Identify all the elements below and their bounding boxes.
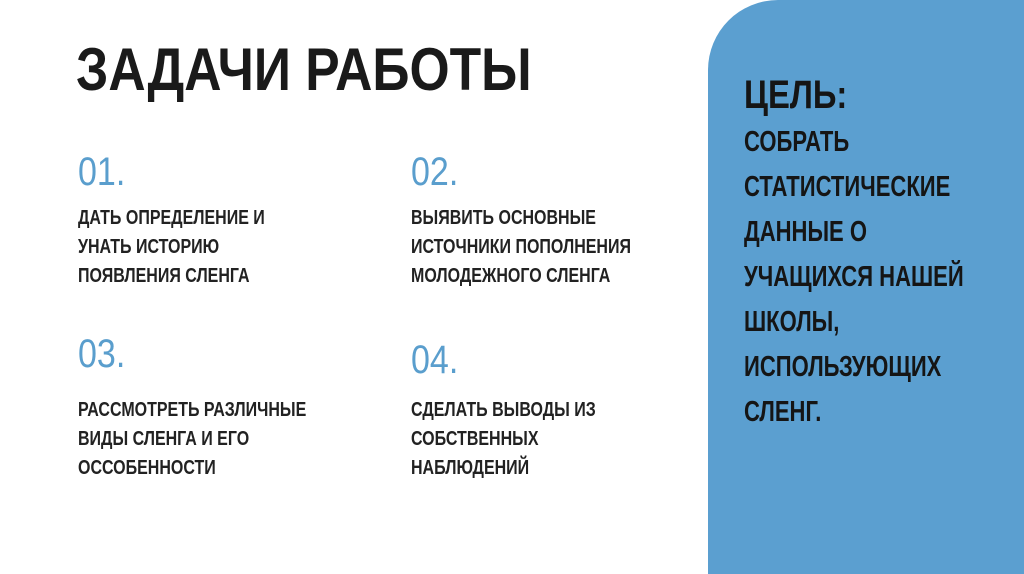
goal-line: ИСПОЛЬЗУЮЩИХ <box>744 351 942 383</box>
task-item-02 <box>411 150 711 287</box>
task-line: ДАТЬ ОПРЕДЕЛЕНИЕ И <box>78 207 265 229</box>
task-line: СОБСТВЕННЫХ <box>411 428 539 450</box>
goal-line: ШКОЛЫ, <box>744 306 840 338</box>
task-item-03 <box>78 332 378 479</box>
task-line: МОЛОДЕЖНОГО СЛЕНГА <box>411 265 611 287</box>
task-line: СДЕЛАТЬ ВЫВОДЫ ИЗ <box>411 399 596 421</box>
goal-line: ДАННЫЕ О <box>744 216 868 248</box>
task-line: ПОЯВЛЕНИЯ СЛЕНГА <box>78 265 250 287</box>
task-item-04 <box>411 338 711 479</box>
task-number: 04. <box>411 338 459 382</box>
task-number: 01. <box>78 150 126 194</box>
goal-line: СТАТИСТИЧЕСКИЕ <box>744 171 951 203</box>
task-line: ВИДЫ СЛЕНГА И ЕГО <box>78 428 250 450</box>
task-line: ОССОБЕННОСТИ <box>78 457 216 479</box>
task-line: УНАТЬ ИСТОРИЮ <box>78 236 220 258</box>
task-description <box>411 396 596 483</box>
goal-line: УЧАЩИХСЯ НАШЕЙ <box>744 261 964 293</box>
task-line: НАБЛЮДЕНИЙ <box>411 457 530 479</box>
task-line: ИСТОЧНИКИ ПОПОЛНЕНИЯ <box>411 236 631 258</box>
goal-panel <box>708 0 1024 574</box>
goal-line: СЛЕНГ. <box>744 396 822 428</box>
task-line: ВЫЯВИТЬ ОСНОВНЫЕ <box>411 207 596 229</box>
goal-line: СОБРАТЬ <box>744 126 850 158</box>
goal-label: ЦЕЛЬ: <box>744 73 848 117</box>
task-item-01 <box>78 150 378 287</box>
task-description <box>78 204 265 291</box>
task-number: 02. <box>411 150 459 194</box>
task-number: 03. <box>78 332 126 376</box>
task-description <box>411 204 631 291</box>
goal-description <box>744 120 964 435</box>
task-description <box>78 396 306 483</box>
slide-title: ЗАДАЧИ РАБОТЫ <box>76 36 532 103</box>
task-line: РАССМОТРЕТЬ РАЗЛИЧНЫЕ <box>78 399 307 421</box>
